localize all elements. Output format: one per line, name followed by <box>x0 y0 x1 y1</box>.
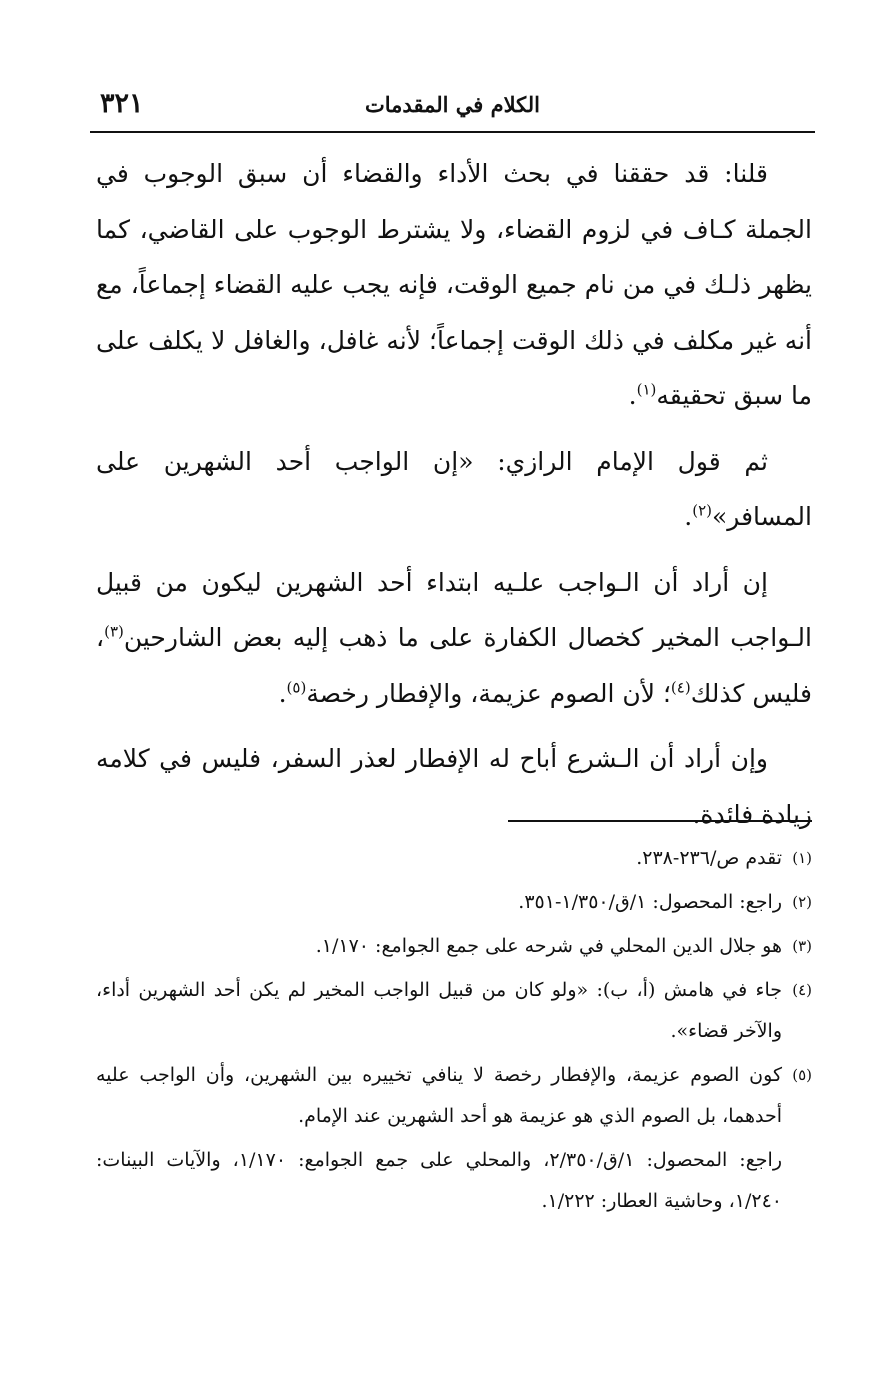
footnote-5-continuation: راجع: المحصول: ١/ق/٢/٣٥٠، والمحلي على جمع الجوامع: ١/١٧٠، والآيات البينات: ١/٢٤٠، وحاشية العطار: ١/٢٢٢. <box>96 1149 783 1212</box>
footnote-ref-1: (١) <box>636 380 657 399</box>
footnote-ref-2: (٢) <box>692 501 713 520</box>
page-header <box>90 86 815 126</box>
paragraph-3-text-a: إن أراد أن الـواجب علـيه ابتداء أحد الشهرين ليكون من قبيل الـواجب المخير كخصال الكفارة على ما ذهب إليه بعض الشارحين <box>96 567 812 652</box>
paragraph-3-end: . <box>278 678 287 708</box>
footnote-number: (٣) <box>792 937 812 955</box>
paragraph-2-text: ثم قول الإمام الرازي: «إن الواجب أحد الشهرين على المسافر» <box>96 446 812 531</box>
footnote-text: تقدم ص/٢٣٦-٢٣٨. <box>636 847 782 869</box>
running-title: الكلام في المقدمات <box>365 92 540 117</box>
footnote-2 <box>96 882 812 923</box>
main-text <box>96 146 812 852</box>
footnote-ref-5: (٥) <box>286 678 307 697</box>
footnote-number: (١) <box>792 849 812 867</box>
paragraph-1-end: . <box>628 381 637 410</box>
footnote-text: كون الصوم عزيمة، والإفطار رخصة لا ينافي تخييره بين الشهرين، وأن الواجب عليه أحدهما، بل الصوم الذي هو عزيمة هو أحد الشهرين عند الإمام. <box>96 1064 782 1127</box>
footnote-ref-4: (٤) <box>670 678 691 697</box>
paragraph-1 <box>96 146 812 424</box>
footnote-5 <box>96 1055 812 1137</box>
footnote-number: (٥) <box>792 1066 812 1084</box>
footnote-separator <box>508 820 812 822</box>
paragraph-3-text-c: ؛ لأن الصوم عزيمة، والإفطار رخصة <box>306 678 671 708</box>
paragraph-2-end: . <box>684 502 693 531</box>
footnote-text: هو جلال الدين المحلي في شرحه على جمع الجوامع: ١/١٧٠. <box>315 935 782 957</box>
paragraph-3-text-b: ، فليس كذلك <box>96 623 812 708</box>
footnote-text: جاء في هامش (أ، ب): «ولو كان من قبيل الواجب المخير لم يكن أحد الشهرين أداء، والآخر قضاء». <box>96 979 782 1042</box>
paragraph-4: وإن أراد أن الـشرع أباح له الإفطار لعذر السفر، فليس في كلامه زيادة فائدة. <box>96 744 812 829</box>
footnote-number: (٤) <box>792 981 812 999</box>
page-number: ٣٢١ <box>100 88 144 119</box>
paragraph-1-text: قلنا: قد حققنا في بحث الأداء والقضاء أن سبق الوجوب في الجملة كـاف في لزوم القضاء، ولا يشترط الوجوب على القاضي، كما يظهر ذلـك في من نام جميع الوقت، فإنه يجب عليه القضاء إجماعاً، مع أنه غير مكلف في ذلك الوقت إجماعاً؛ لأنه غافل، والغافل لا يكلف على ما سبق تحقيقه <box>96 159 812 410</box>
footnote-1 <box>96 838 812 879</box>
footnotes <box>96 838 812 1225</box>
paragraph-2 <box>96 434 812 545</box>
footnote-ref-3: (٣) <box>104 622 124 641</box>
footnote-3 <box>96 926 812 967</box>
footnote-text: راجع: المحصول: ١/ق/١/٣٥٠-٣٥١. <box>518 891 782 913</box>
header-rule <box>90 131 815 133</box>
footnote-number: (٢) <box>792 893 812 911</box>
footnote-4 <box>96 970 812 1052</box>
paragraph-3 <box>96 555 812 722</box>
